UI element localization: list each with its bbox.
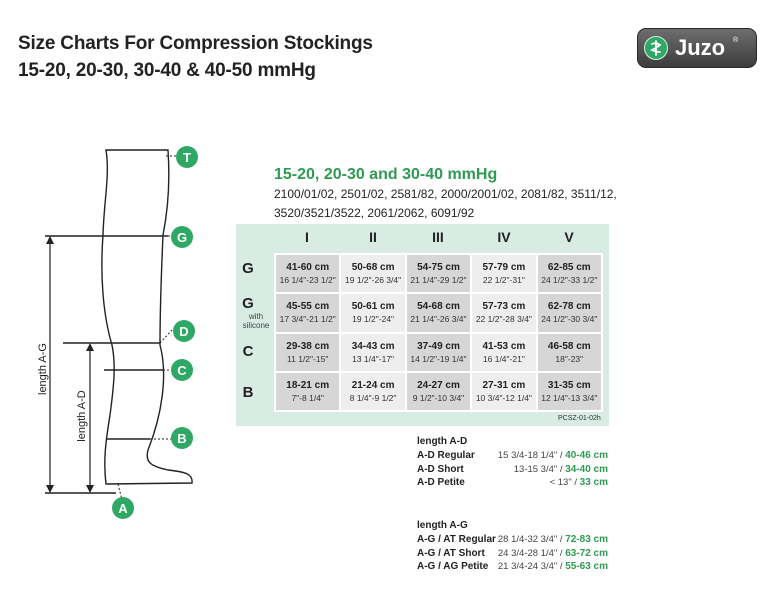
length-row-cm: 34-40 cm	[565, 463, 608, 475]
size-cell-inches: 21 1/4"-26 3/4"	[410, 314, 467, 325]
column-header-2: II	[369, 229, 377, 245]
marker-b: B	[171, 427, 193, 449]
length-row-value: 21 3/4-24 3/4" / 55-63 cm	[497, 561, 608, 572]
marker-t: T	[176, 146, 198, 168]
size-cell	[407, 255, 470, 292]
size-cell-inches: 8 1/4"-9 1/2"	[349, 392, 397, 403]
size-cell-inches: 18"-23"	[555, 353, 584, 364]
size-cell	[407, 373, 470, 410]
length-row-value: 24 3/4-28 1/4" / 63-72 cm	[497, 547, 608, 559]
marker-d: D	[173, 320, 195, 342]
size-cell	[341, 294, 404, 331]
size-cell-cm: 46-58 cm	[547, 340, 591, 352]
size-cell-cm: 54-75 cm	[417, 262, 460, 274]
length-row-inches: 13-15 3/4"	[513, 463, 558, 475]
size-cell-inches: 14 1/2"-19 1/4"	[410, 353, 467, 364]
column-header-5: V	[564, 229, 574, 245]
size-cell-cm: 54-68 cm	[417, 301, 460, 313]
size-cell-inches: 16 1/4"-23 1/2"	[279, 275, 336, 286]
size-cell-cm: 41-53 cm	[482, 340, 526, 352]
length-row-inches: 24 3/4-28 1/4"	[497, 547, 558, 559]
size-cell	[276, 334, 339, 371]
size-cell-cm: 34-43 cm	[351, 340, 395, 352]
size-cell-cm: 21-24 cm	[351, 379, 395, 391]
size-cell-cm: 45-55 cm	[286, 301, 330, 313]
size-cell-inches: 19 1/2"-26 3/4"	[345, 275, 402, 286]
ag-arrow-down-icon	[46, 485, 54, 493]
size-cell-inches: 24 1/2"-33 1/2"	[541, 275, 598, 286]
size-cell-cm: 18-21 cm	[286, 379, 330, 391]
ad-arrow-down-icon	[86, 485, 94, 493]
size-cell	[276, 294, 339, 331]
size-cell-inches: 12 1/4"-13 3/4"	[541, 392, 598, 403]
column-header-4: IV	[497, 229, 511, 245]
dash-d	[160, 330, 172, 343]
length-row-inches: 28 1/4-32 3/4"	[497, 534, 558, 545]
size-cell	[407, 334, 470, 371]
ad-arrow-up-icon	[86, 343, 94, 351]
size-cell-inches: 17 3/4"-21 1/2"	[279, 314, 336, 325]
size-cell-inches: 21 1/4"-29 1/2"	[410, 275, 467, 286]
size-cell	[538, 255, 601, 292]
page-title: Size Charts For Compression Stockings	[18, 33, 373, 54]
size-cell	[538, 373, 601, 410]
logo-text: Juzo	[675, 35, 726, 60]
size-cell-inches: 7"-8 1/4"	[291, 392, 324, 403]
chart-code: PCSZ-01-02h	[558, 415, 601, 422]
length-row-label: A-D Petite	[417, 477, 465, 488]
size-cell-inches: 24 1/2"-30 3/4"	[541, 314, 598, 325]
row-header-g: G	[242, 260, 254, 277]
length-ag-label: length A-G	[37, 343, 49, 395]
size-cell	[538, 294, 601, 331]
size-cell	[341, 255, 404, 292]
section-title: 15-20, 20-30 and 30-40 mmHg	[274, 166, 498, 183]
column-header-1: I	[305, 229, 309, 245]
length-row-cm: 55-63 cm	[565, 561, 608, 572]
length-row-label: A-G / AT Short	[417, 547, 485, 559]
size-cell	[341, 373, 404, 410]
logo-emblem-icon	[644, 36, 668, 60]
row-header-b: B	[242, 384, 254, 401]
size-cell-cm: 50-68 cm	[351, 262, 395, 274]
juzo-logo	[637, 28, 757, 68]
size-cell	[472, 255, 535, 292]
size-cell-inches: 22 1/2"-31"	[482, 275, 525, 286]
size-cell	[407, 294, 470, 331]
size-cell-inches: 9 1/2"-10 3/4"	[412, 392, 465, 403]
length-row-value: 28 1/4-32 3/4" / 72-83 cm	[497, 534, 608, 545]
registered-mark-icon: ®	[733, 37, 739, 44]
row-header-g-silicone: G	[242, 295, 254, 312]
row-sublabel-silicone: with silicone	[242, 312, 270, 330]
size-cell	[472, 373, 535, 410]
length-row-cm: 72-83 cm	[565, 534, 608, 545]
length-row-cm: 33 cm	[579, 477, 608, 488]
marker-a: A	[112, 497, 134, 519]
size-table	[274, 253, 603, 412]
length-row-inches: 21 3/4-24 3/4"	[497, 561, 558, 572]
leg-diagram	[0, 140, 230, 530]
marker-c: C	[171, 359, 193, 381]
size-cell	[472, 294, 535, 331]
size-cell-cm: 29-38 cm	[286, 340, 330, 352]
size-cell-inches: 11 1/2"-15"	[287, 353, 329, 364]
length-row-value: 13-15 3/4" / 34-40 cm	[513, 463, 608, 475]
length-row-label: A-D Short	[417, 463, 464, 475]
length-row-label: A-G / AT Regular	[417, 534, 496, 545]
size-cell-inches: 10 3/4"-12 1/4"	[475, 392, 532, 403]
size-cell-cm: 50-61 cm	[351, 301, 395, 313]
ag-arrow-up-icon	[46, 236, 54, 244]
size-cell-inches: 22 1/2"-28 3/4"	[475, 314, 532, 325]
size-cell-cm: 62-85 cm	[547, 262, 591, 274]
size-cell-cm: 37-49 cm	[417, 340, 460, 352]
model-numbers-line2: 3520/3521/3522, 2061/2062, 6091/92	[274, 206, 475, 220]
length-row-value: < 13" / 33 cm	[549, 477, 608, 488]
length-row-inches: < 13"	[549, 477, 572, 488]
length-row-cm: 63-72 cm	[565, 547, 608, 559]
size-cell-inches: 13 1/4"-17"	[352, 353, 395, 364]
model-numbers-line1: 2100/01/02, 2501/02, 2581/82, 2000/2001/02, 2081/82, 3511/12,	[274, 187, 617, 201]
size-cell-inches: 19 1/2"-24"	[352, 314, 395, 325]
length-ag-title: length A-G	[417, 520, 468, 531]
size-cell-cm: 57-73 cm	[482, 301, 526, 313]
length-row-value: 15 3/4-18 1/4" / 40-46 cm	[497, 450, 608, 461]
page-subtitle: 15-20, 20-30, 30-40 & 40-50 mmHg	[18, 60, 316, 81]
size-cell	[276, 373, 339, 410]
size-cell-cm: 31-35 cm	[547, 379, 591, 391]
size-cell	[341, 334, 404, 371]
size-cell-cm: 24-27 cm	[417, 379, 460, 391]
length-ad-title: length A-D	[417, 436, 468, 447]
size-cell	[538, 334, 601, 371]
length-row-label: A-D Regular	[417, 450, 475, 461]
size-cell-cm: 27-31 cm	[482, 379, 526, 391]
length-row-label: A-G / AG Petite	[417, 561, 489, 572]
size-cell-cm: 57-79 cm	[482, 262, 526, 274]
length-row-cm: 40-46 cm	[565, 450, 608, 461]
length-row-inches: 15 3/4-18 1/4"	[497, 450, 558, 461]
row-header-c: C	[242, 343, 254, 360]
column-header-3: III	[432, 229, 444, 245]
size-cell	[472, 334, 535, 371]
size-cell-inches: 16 1/4"-21"	[482, 353, 525, 364]
size-cell	[276, 255, 339, 292]
length-ad-label: length A-D	[76, 390, 88, 442]
marker-g: G	[171, 226, 193, 248]
size-cell-cm: 62-78 cm	[547, 301, 591, 313]
size-cell-cm: 41-60 cm	[286, 262, 330, 274]
